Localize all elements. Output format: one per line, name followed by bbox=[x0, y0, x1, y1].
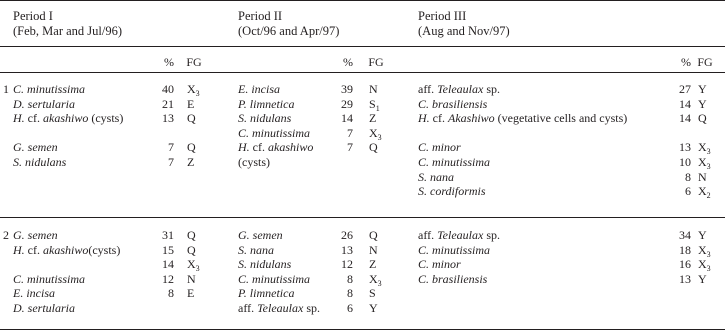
fg-subscript: 3 bbox=[706, 249, 711, 259]
functional-group bbox=[187, 155, 194, 169]
percent-value: 13 bbox=[679, 140, 691, 155]
functional-group bbox=[187, 228, 196, 242]
functional-group bbox=[698, 257, 711, 274]
species-genus: S. nidulans bbox=[13, 155, 67, 169]
functional-group bbox=[698, 97, 707, 111]
species-genus: S. nana bbox=[418, 169, 454, 184]
percent-value: 7 bbox=[347, 125, 353, 140]
species-name bbox=[418, 272, 487, 286]
percent-value: 13 bbox=[341, 242, 353, 257]
species-name bbox=[418, 228, 500, 242]
species-genus: C. minor bbox=[418, 140, 461, 155]
species-genus: G. semen bbox=[13, 140, 58, 155]
species-name bbox=[238, 155, 270, 169]
fg-letter: N bbox=[369, 242, 378, 257]
species-qualifier: cf. bbox=[249, 140, 268, 155]
fg-letter: Q bbox=[187, 140, 196, 155]
fg-subscript: 3 bbox=[706, 264, 711, 274]
functional-group bbox=[187, 243, 196, 257]
species-name bbox=[13, 228, 58, 242]
fg-letter: Q bbox=[187, 228, 196, 242]
group-label: 2 bbox=[3, 228, 9, 242]
percent-value: 14 bbox=[341, 111, 353, 126]
fg-letter: N bbox=[187, 271, 196, 286]
fg-letter: Q bbox=[187, 111, 196, 126]
fg-subscript: 3 bbox=[195, 89, 200, 98]
percent-value: 26 bbox=[341, 228, 353, 242]
fg-letter: Y bbox=[698, 82, 707, 96]
fg-letter: X bbox=[187, 82, 196, 96]
functional-group bbox=[369, 82, 378, 96]
fg-letter: X bbox=[369, 125, 378, 140]
fg-letter: Y bbox=[698, 271, 707, 286]
species-genus: Teleaulax bbox=[437, 82, 484, 96]
species-name bbox=[238, 97, 294, 111]
fg-subscript: 2 bbox=[706, 191, 711, 201]
percent-value: 8 bbox=[347, 286, 353, 301]
percent-value: 15 bbox=[162, 242, 174, 257]
species-genus: S. nidulans bbox=[238, 111, 292, 126]
percent-value: 34 bbox=[679, 228, 691, 242]
functional-group bbox=[187, 82, 200, 96]
functional-group bbox=[369, 140, 378, 154]
species-name bbox=[418, 155, 490, 169]
functional-group bbox=[369, 286, 376, 300]
species-name bbox=[13, 272, 85, 286]
species-name bbox=[13, 155, 66, 169]
percent-value: 12 bbox=[341, 257, 353, 272]
species-genus: E. incisa bbox=[13, 286, 55, 301]
species-genus: C. minor bbox=[418, 257, 461, 272]
percent-value: 31 bbox=[162, 228, 174, 242]
species-genus: C. brasiliensis bbox=[418, 96, 488, 111]
species-prefix: aff. bbox=[418, 82, 438, 96]
functional-group bbox=[187, 97, 194, 111]
percent-value: 6 bbox=[685, 184, 691, 199]
percent-value: 6 bbox=[347, 301, 353, 315]
species-name bbox=[13, 140, 58, 154]
species-name bbox=[238, 126, 310, 140]
fg-letter: Y bbox=[369, 301, 378, 315]
species-name bbox=[238, 243, 274, 257]
species-genus: S. cordiformis bbox=[418, 184, 486, 199]
functional-group bbox=[369, 272, 382, 286]
fg-letter: S bbox=[369, 286, 376, 301]
species-epithet: akashiwo bbox=[43, 111, 89, 126]
fg-subscript: 3 bbox=[195, 264, 200, 274]
functional-group bbox=[369, 126, 382, 140]
fg-subscript: 1 bbox=[375, 103, 380, 113]
functional-group bbox=[187, 286, 194, 300]
functional-group bbox=[369, 243, 378, 257]
period-2-fg-header: FG bbox=[368, 55, 384, 69]
fg-letter: Z bbox=[187, 155, 195, 169]
species-name bbox=[418, 140, 461, 154]
period-2-dates: (Oct/96 and Apr/97) bbox=[238, 24, 340, 38]
fg-letter: Y bbox=[698, 228, 707, 242]
species-name bbox=[13, 286, 55, 300]
species-genus: E. incisa bbox=[238, 82, 280, 96]
period-1-dates: (Feb, Mar and Jul/96) bbox=[13, 24, 123, 38]
period-2-percent-header: % bbox=[343, 55, 353, 69]
percent-value: 40 bbox=[162, 82, 174, 96]
functional-group bbox=[698, 155, 711, 169]
percent-value: 27 bbox=[679, 82, 691, 96]
species-name bbox=[418, 111, 627, 125]
percent-value: 14 bbox=[162, 257, 174, 272]
fg-letter: E bbox=[187, 286, 195, 301]
functional-group bbox=[369, 228, 378, 242]
functional-group bbox=[369, 97, 380, 111]
fg-letter: X bbox=[698, 140, 707, 155]
species-name bbox=[418, 257, 461, 271]
header-rule bbox=[0, 46, 725, 47]
species-genus: H. bbox=[418, 111, 430, 126]
functional-group bbox=[698, 228, 707, 242]
species-name bbox=[238, 286, 294, 300]
functional-group bbox=[187, 111, 196, 125]
species-name bbox=[418, 243, 490, 257]
species-name bbox=[418, 82, 500, 96]
functional-group bbox=[187, 257, 200, 274]
percent-value: 7 bbox=[168, 155, 174, 169]
fg-subscript: 3 bbox=[377, 278, 382, 288]
fg-letter: X bbox=[698, 184, 707, 199]
functional-group bbox=[369, 111, 376, 125]
species-note: (cysts) bbox=[238, 155, 270, 169]
species-genus: P. limnetica bbox=[238, 96, 295, 111]
period-1-fg-header: FG bbox=[186, 55, 202, 69]
fg-letter: Q bbox=[369, 140, 378, 155]
species-genus: D. sertularia bbox=[13, 96, 76, 111]
species-epithet: akashiwo bbox=[43, 242, 89, 257]
species-name bbox=[238, 82, 280, 96]
percent-value: 8 bbox=[685, 169, 691, 184]
percent-value: 16 bbox=[679, 257, 691, 272]
species-name bbox=[418, 184, 486, 198]
species-prefix: aff. bbox=[418, 228, 438, 242]
functional-group bbox=[698, 111, 707, 125]
species-name bbox=[13, 301, 75, 315]
percent-value: 12 bbox=[162, 271, 174, 286]
species-suffix: (cysts) bbox=[88, 111, 124, 126]
fg-subscript: 3 bbox=[706, 147, 711, 157]
species-name bbox=[418, 170, 454, 184]
species-genus: D. sertularia bbox=[13, 301, 76, 315]
species-name bbox=[418, 97, 487, 111]
species-suffix: sp. bbox=[303, 301, 320, 315]
species-name bbox=[238, 257, 291, 271]
species-epithet: Akashiwo bbox=[448, 111, 495, 126]
species-genus: Teleaulax bbox=[437, 228, 484, 242]
fg-letter: Q bbox=[187, 242, 196, 257]
functional-group bbox=[187, 140, 196, 154]
functional-group bbox=[187, 272, 196, 286]
species-name bbox=[238, 272, 310, 286]
fg-letter: Q bbox=[369, 228, 378, 242]
period-1-title: Period I bbox=[13, 9, 53, 23]
species-genus: C. minutissima bbox=[418, 155, 491, 169]
percent-value: 10 bbox=[679, 155, 691, 169]
functional-group bbox=[698, 184, 711, 201]
fg-letter: Y bbox=[698, 96, 707, 111]
species-name bbox=[13, 97, 75, 111]
species-genus: H. bbox=[13, 242, 25, 257]
functional-group bbox=[369, 301, 378, 315]
percent-value: 39 bbox=[341, 82, 353, 96]
species-genus: S. nidulans bbox=[238, 257, 292, 272]
functional-group bbox=[369, 257, 376, 271]
species-genus: C. minutissima bbox=[238, 271, 311, 286]
fg-letter: N bbox=[698, 169, 707, 184]
percent-value: 18 bbox=[679, 242, 691, 257]
group-divider-rule bbox=[0, 217, 725, 218]
fg-subscript: 3 bbox=[706, 162, 711, 171]
percent-value: 29 bbox=[341, 96, 353, 111]
period-3-dates: (Aug and Nov/97) bbox=[418, 24, 510, 38]
fg-letter: X bbox=[369, 271, 378, 286]
species-suffix: (vegetative cells and cysts) bbox=[494, 111, 628, 126]
percent-value: 7 bbox=[168, 140, 174, 155]
fg-letter: N bbox=[369, 82, 378, 96]
species-name bbox=[238, 111, 291, 125]
species-qualifier: cf. bbox=[429, 111, 448, 126]
period-2-title: Period II bbox=[238, 9, 283, 23]
species-prefix: aff. bbox=[238, 301, 258, 315]
species-genus: H. bbox=[238, 140, 250, 155]
species-genus: P. limnetica bbox=[238, 286, 295, 301]
species-name bbox=[13, 243, 120, 257]
column-header-rule bbox=[0, 72, 725, 73]
top-rule bbox=[0, 0, 725, 1]
species-genus: C. minutissima bbox=[13, 271, 86, 286]
functional-group bbox=[698, 140, 711, 157]
species-name bbox=[238, 228, 283, 242]
percent-value: 13 bbox=[162, 111, 174, 126]
percent-value: 21 bbox=[162, 96, 174, 111]
species-genus: C. brasiliensis bbox=[418, 271, 488, 286]
species-genus: C. minutissima bbox=[238, 125, 311, 140]
fg-letter: X bbox=[698, 242, 707, 257]
species-suffix: (cysts) bbox=[88, 242, 121, 257]
period-1-percent-header: % bbox=[164, 55, 174, 69]
species-genus: Teleaulax bbox=[257, 301, 304, 315]
species-genus: S. nana bbox=[238, 242, 274, 257]
percent-value: 14 bbox=[679, 111, 691, 126]
species-suffix: sp. bbox=[483, 228, 500, 242]
species-genus: G. semen bbox=[238, 228, 283, 242]
period-3-fg-header: FG bbox=[697, 55, 713, 69]
percent-value: 8 bbox=[168, 286, 174, 301]
fg-letter: Z bbox=[369, 111, 377, 126]
fg-letter: X bbox=[187, 257, 196, 272]
fg-letter: Q bbox=[698, 111, 707, 126]
period-3-percent-header: % bbox=[681, 55, 691, 69]
functional-group bbox=[698, 272, 707, 286]
functional-group bbox=[698, 170, 707, 184]
species-epithet: akashiwo bbox=[268, 140, 314, 155]
species-genus: C. minutissima bbox=[13, 82, 86, 96]
fg-letter: X bbox=[698, 257, 707, 272]
fg-letter: E bbox=[187, 96, 195, 111]
percent-value: 8 bbox=[347, 271, 353, 286]
percent-value: 13 bbox=[679, 271, 691, 286]
group-label: 1 bbox=[3, 82, 9, 96]
species-qualifier: cf. bbox=[24, 242, 43, 257]
species-name bbox=[238, 301, 320, 315]
species-suffix: sp. bbox=[483, 82, 500, 96]
species-name bbox=[13, 111, 123, 125]
species-genus: G. semen bbox=[13, 228, 58, 242]
species-qualifier: cf. bbox=[24, 111, 43, 126]
fg-letter: S bbox=[369, 96, 376, 111]
functional-group bbox=[698, 82, 707, 96]
period-3-title: Period III bbox=[418, 9, 467, 23]
species-genus: C. minutissima bbox=[418, 242, 491, 257]
percent-value: 7 bbox=[347, 140, 353, 155]
fg-letter: Z bbox=[369, 257, 377, 272]
fg-letter: X bbox=[698, 155, 707, 169]
percent-value: 14 bbox=[679, 96, 691, 111]
fg-subscript: 3 bbox=[377, 132, 382, 142]
species-name bbox=[13, 82, 85, 96]
species-genus: H. bbox=[13, 111, 25, 126]
species-name bbox=[238, 140, 313, 154]
functional-group bbox=[698, 243, 711, 257]
